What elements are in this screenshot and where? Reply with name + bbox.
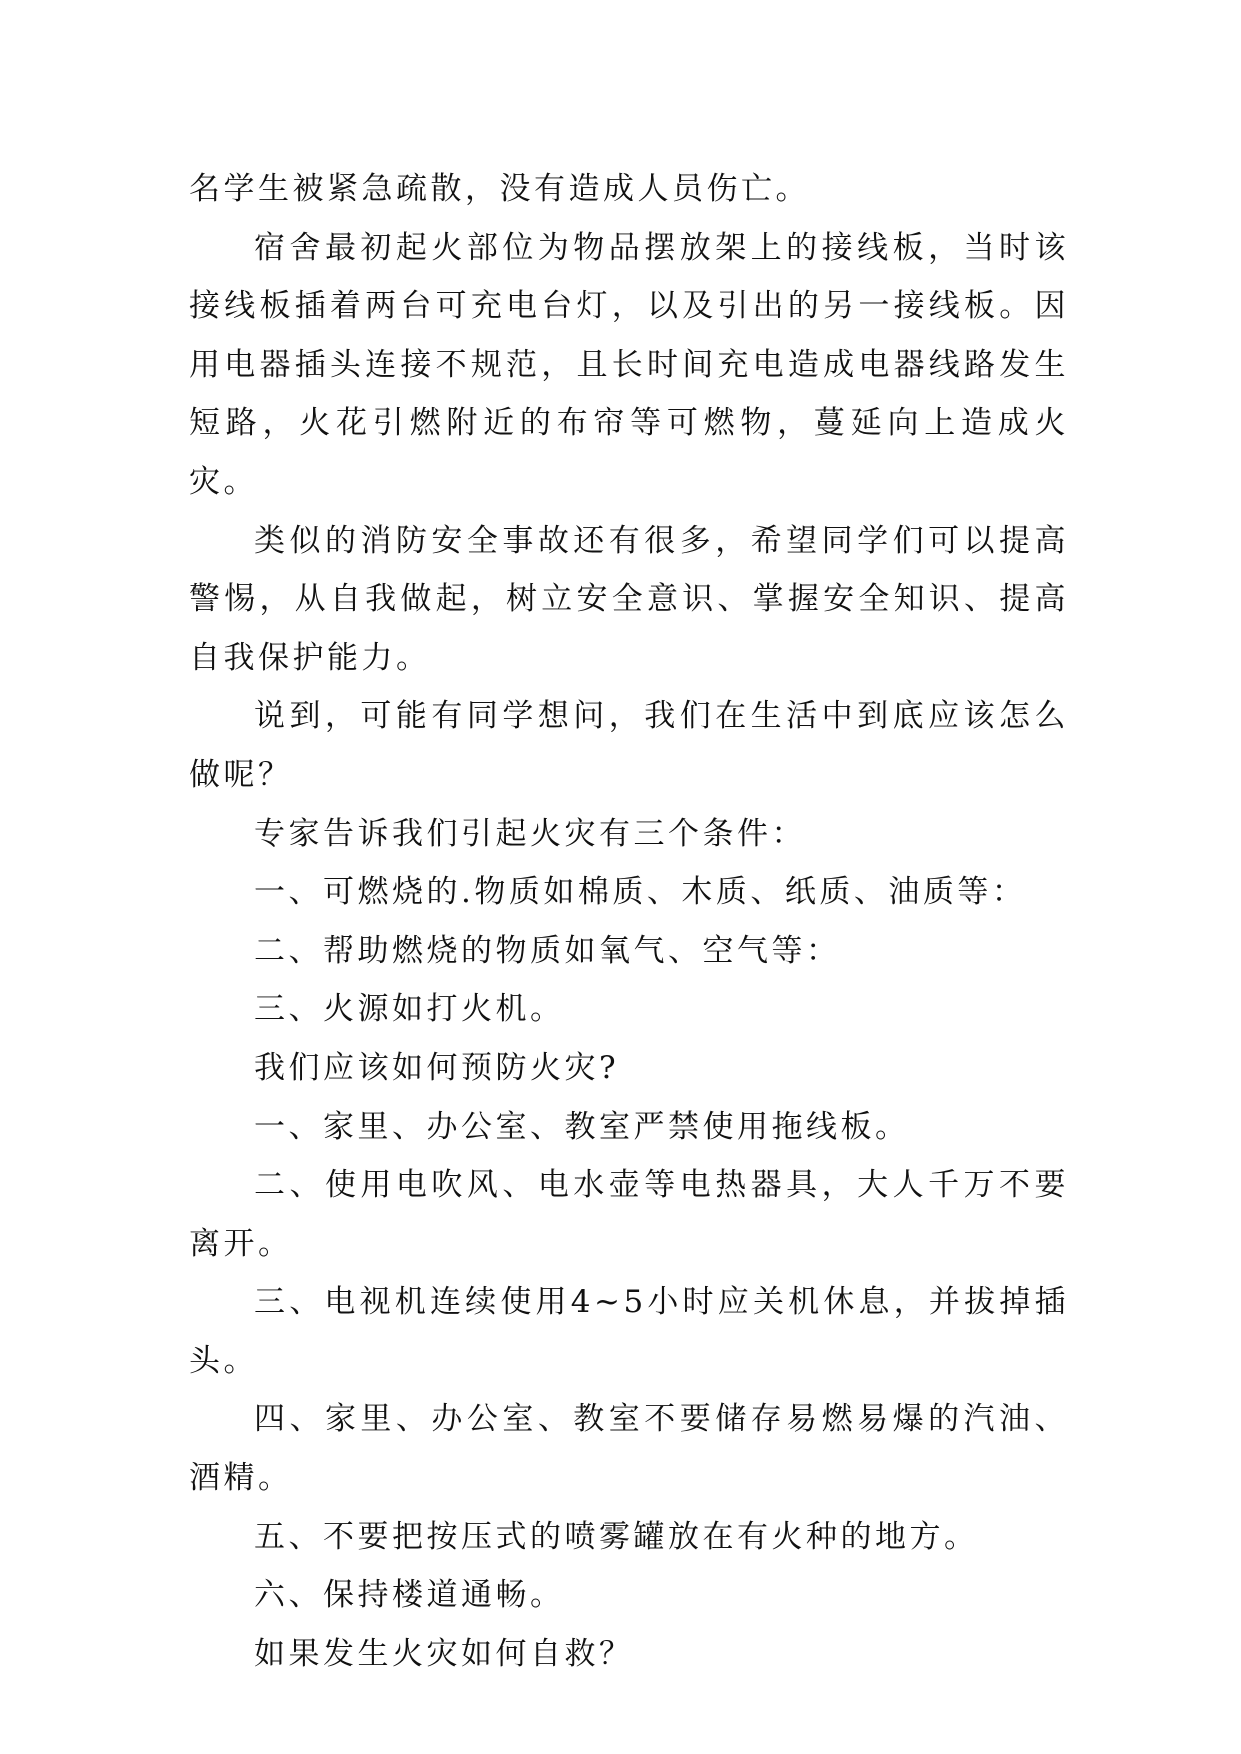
paragraph: 类似的消防安全事故还有很多，希望同学们可以提高警惕，从自我做起，树立安全意识、掌握安全知识、提高自我保护能力。 — [189, 522, 1069, 676]
paragraph: 宿舍最初起火部位为物品摆放架上的接线板，当时该接线板插着两台可充电台灯，以及引出的另一接线板。因用电器插头连接不规范，且长时间充电造成电器线路发生短路，火花引燃附近的布帘等可燃物，蔓延向上造成火灾。 — [189, 229, 1069, 500]
paragraph: 说到，可能有同学想问，我们在生活中到底应该怎么做呢？ — [189, 698, 1069, 793]
paragraph: 专家告诉我们引起火灾有三个条件： — [254, 815, 806, 852]
list-item: 六、保持楼道通畅。 — [254, 1577, 565, 1614]
list-item: 三、电视机连续使用4~5小时应关机休息，并拔掉插头。 — [189, 1284, 1069, 1379]
list-item: 一、可燃烧的.物质如棉质、木质、纸质、油质等： — [254, 874, 1027, 911]
list-item: 一、家里、办公室、教室严禁使用拖线板。 — [254, 1108, 910, 1145]
list-item: 四、家里、办公室、教室不要储存易燃易爆的汽油、酒精。 — [189, 1401, 1069, 1497]
section-question: 如果发生火灾如何自救？ — [254, 1635, 634, 1672]
paragraph: 名学生被紧急疏散，没有造成人员伤亡。 — [189, 171, 810, 207]
section-question: 我们应该如何预防火灾? — [254, 1049, 620, 1086]
list-item: 二、帮助燃烧的物质如氧气、空气等： — [254, 932, 841, 969]
document-body — [189, 160, 1069, 1683]
list-item: 三、火源如打火机。 — [254, 991, 565, 1028]
list-item: 二、使用电吹风、电水壶等电热器具，大人千万不要离开。 — [189, 1167, 1069, 1262]
list-item: 五、不要把按压式的喷雾罐放在有火种的地方。 — [254, 1518, 979, 1555]
